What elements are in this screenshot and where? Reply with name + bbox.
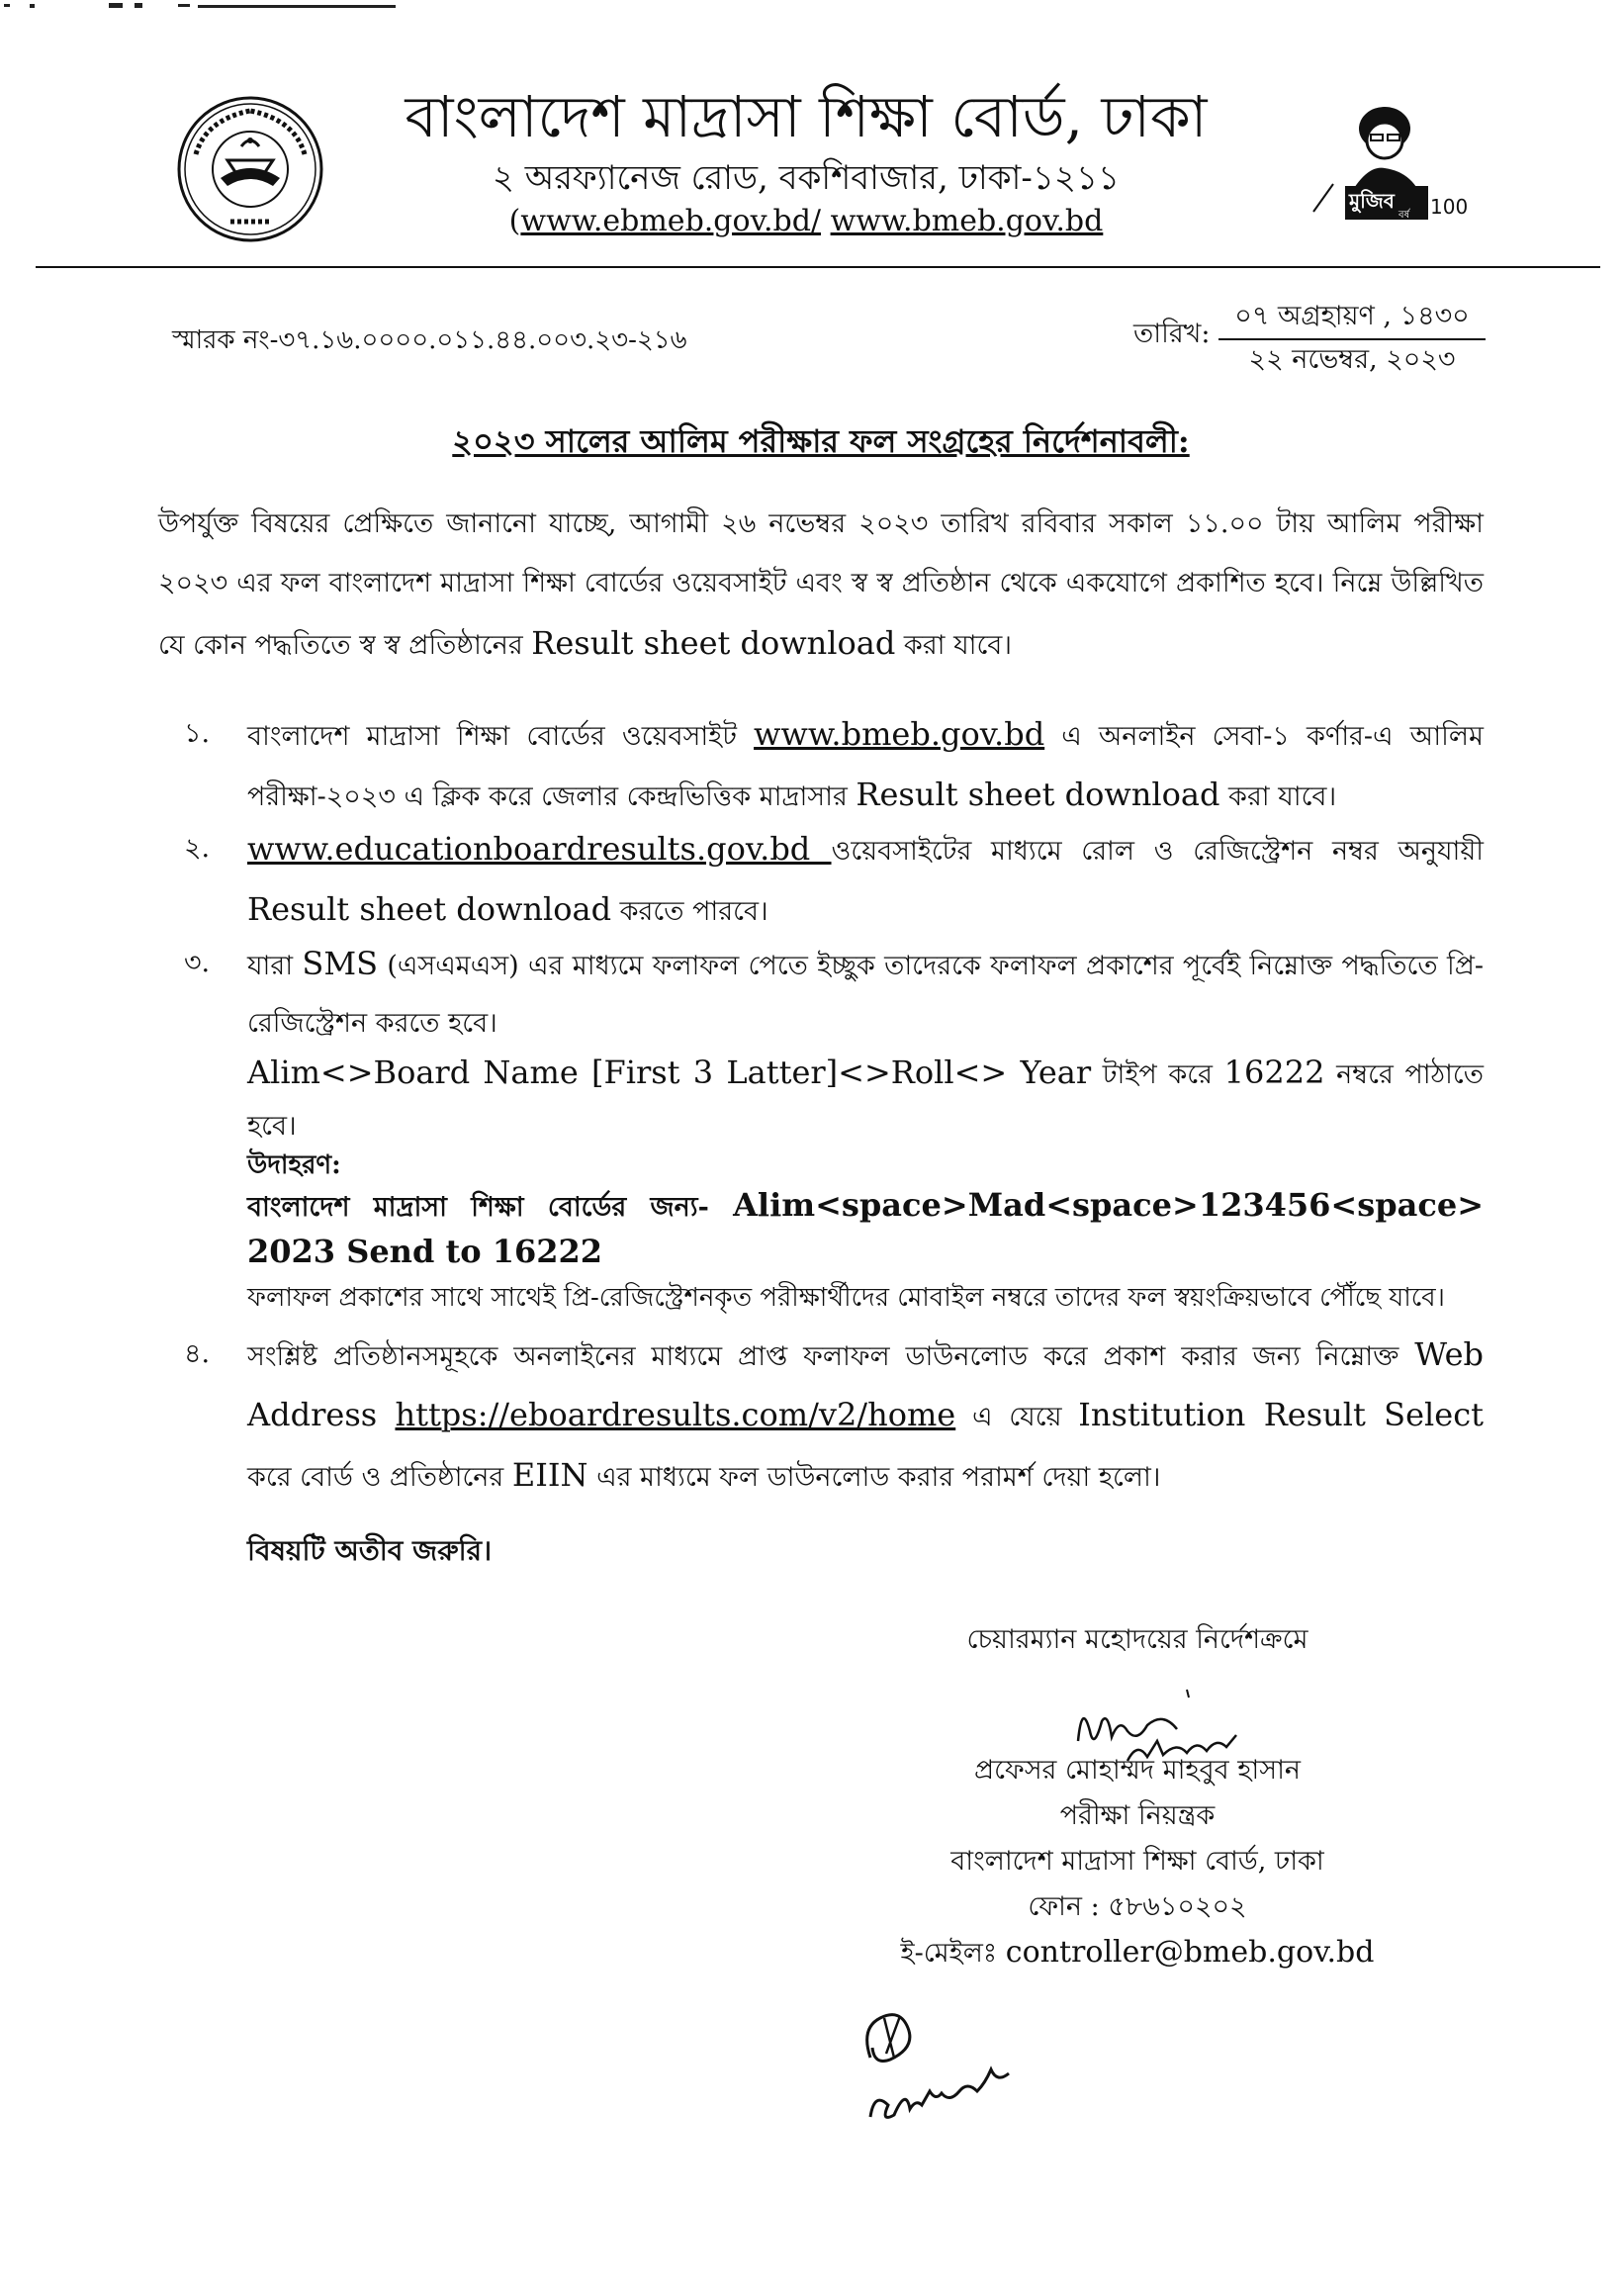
date-gregorian: ২২ নভেম্বর, ২০২৩ [1248, 344, 1456, 375]
signatory-email-line [851, 1931, 1424, 1975]
item-1-number: ১. [184, 718, 211, 749]
mujib-borsho-logo [1306, 95, 1484, 224]
item-4-web-address: Web Address [247, 1335, 1484, 1433]
subject-heading: ২০২৩ সালের আলিম পরীক্ষার ফল সংগ্রহের নির্দেশনাবলী: [452, 422, 1190, 460]
logo-100-text: 100 [1430, 195, 1469, 219]
item-4-number: ৪. [184, 1338, 211, 1369]
memo-number: স্মারক নং-৩৭.১৬.০০০০.০১১.৪৪.০০৩.২৩-২১৬ [172, 325, 687, 355]
item-4-part-a: সংশ্লিষ্ট প্রতিষ্ঠানসমূহকে অনলাইনের মাধ্যমে প্রাপ্ত ফলাফল ডাউনলোড করে প্রকাশ করার জন্য নিম্নোক্ত [247, 1341, 1415, 1372]
item-3-number: ৩. [184, 948, 211, 978]
web-prefix: ( [508, 204, 521, 238]
item-4-eiin: EIIN [511, 1456, 588, 1494]
example-sms-text: Alim<space>Mad<space>123456<space> 2023 Send to 16222 [247, 1186, 1484, 1270]
eboardresults-link[interactable]: https://eboardresults.com/v2/home [395, 1396, 956, 1433]
example-label: বাংলাদেশ মাদ্রাসা শিক্ষা বোর্ডের জন্য- [247, 1192, 734, 1223]
item-4-part-b: এ যেয়ে [955, 1402, 1079, 1432]
item-1-part-a: বাংলাদেশ মাদ্রাসা শিক্ষা বোর্ডের ওয়েবসাইট [247, 721, 755, 752]
item-2-result-sheet: Result sheet download [247, 890, 612, 928]
logo-borsho-text: বর্ষ [1398, 210, 1410, 221]
item-1-text [247, 705, 1484, 826]
item-1-part-c: করা যাবে। [1219, 781, 1337, 812]
sms-result-note: ফলাফল প্রকাশের সাথে সাথেই প্রি-রেজিস্ট্রেশনকৃত পরীক্ষার্থীদের মোবাইল নম্বরে তাদের ফল স্বয়ংক্রিয়ভাবে পৌঁছে যাবে। [247, 1283, 1445, 1313]
website-link-ebmeb[interactable]: www.ebmeb.gov.bd/ [520, 204, 822, 238]
urgent-note: বিষয়টি অতীব জরুরি। [247, 1534, 493, 1567]
item-3-part-b: (এসএমএস) এর মাধ্যমে ফলাফল পেতে ইচ্ছুক তাদেরকে ফলাফল প্রকাশের পূর্বেই নিম্নোক্ত পদ্ধতিতে প্রি-রেজিস্ট্রেশন করতে হবে। [247, 951, 1484, 1039]
item-4-text [247, 1326, 1484, 1507]
sms-format-type: টাইপ করে [1091, 1059, 1224, 1090]
intro-text: উপর্যুক্ত বিষয়ের প্রেক্ষিতে জানানো যাচ্ছে, আগামী ২৬ নভেম্বর ২০২৩ তারিখ রবিবার সকাল ১১.০০ টায় আলিম পরীক্ষা ২০২৩ এর ফল বাংলাদেশ মাদ্রাসা শিক্ষা বোর্ডের ওয়েবসাইট এবং স্ব স্ব প্রতিষ্ঠান থেকে একযোগে প্রকাশিত হবে। নিম্নে উল্লিখিত যে কোন পদ্ধতিতে স্ব স্ব প্রতিষ্ঠানের [158, 508, 1484, 661]
item-1-result-sheet: Result sheet download [856, 776, 1220, 813]
board-websites [326, 202, 1286, 241]
header-divider [36, 266, 1600, 268]
bmeb-website-link[interactable]: www.bmeb.gov.bd [754, 715, 1045, 753]
example-heading: উদাহরণ: [247, 1150, 341, 1180]
sms-number: 16222 [1223, 1054, 1325, 1091]
board-seal-logo [176, 95, 324, 243]
signatory-name: প্রফেসর মোহাম্মদ মাহবুব হাসান [973, 1755, 1302, 1786]
intro-paragraph [158, 495, 1484, 676]
board-name: বাংলাদেশ মাদ্রাসা শিক্ষা বোর্ড, ঢাকা [405, 83, 1208, 150]
logo-mujib-text: মুজিব [1349, 189, 1395, 213]
board-address: ২ অরফ্যানেজ রোড, বকশিবাজার, ঢাকা-১২১১ [492, 158, 1121, 198]
item-4-part-c: করে বোর্ড ও প্রতিষ্ঠানের [247, 1462, 512, 1493]
item-3-part-a: যারা [247, 951, 303, 981]
educationboard-results-link[interactable]: www.educationboardresults.gov.bd [247, 830, 832, 868]
item-3-sms: SMS [302, 945, 379, 982]
date-bangla-calendar: ০৭ অগ্রহায়ণ , ১৪৩০ [1234, 301, 1470, 331]
item-2-number: ২. [184, 833, 211, 864]
by-order-of-chairman: চেয়ারম্যান মহোদয়ের নির্দেশক্রমে [966, 1624, 1308, 1655]
item-4-institution-result: Institution Result Select [1078, 1396, 1484, 1433]
item-2-part-b: করতে পারবে। [611, 896, 768, 927]
website-link-bmeb[interactable]: www.bmeb.gov.bd [830, 204, 1104, 238]
signatory-phone: ফোন : ৫৮৬১০২০২ [1028, 1891, 1247, 1922]
signatory-designation: পরীক্ষা নিয়ন্ত্রক [1059, 1800, 1216, 1831]
scan-marks [0, 0, 396, 14]
intro-result-sheet: Result sheet download [531, 624, 896, 662]
sms-format: Alim<>Board Name [First 3 Latter]<>Roll<> Year [247, 1054, 1092, 1091]
intro-tail: করা যাবে। [895, 630, 1012, 661]
sms-format-line [247, 1047, 1484, 1152]
example-sms [247, 1183, 1484, 1273]
item-1-part-b: এ অনলাইন সেবা-১ কর্ণার-এ আলিম পরীক্ষা-২০২৩ এ ক্লিক করে জেলার কেন্দ্রভিত্তিক মাদ্রাসার [247, 721, 1484, 812]
item-3-text [247, 935, 1484, 1053]
item-2-part-a: ওয়েবসাইটের মাধ্যমে রোল ও রেজিস্ট্রেশন নম্বর অনুযায়ী [831, 836, 1484, 867]
item-4-part-d: এর মাধ্যমে ফল ডাউনলোড করার পরামর্শ দেয়া হলো। [587, 1462, 1161, 1493]
signatory-office: বাংলাদেশ মাদ্রাসা শিক্ষা বোর্ড, ঢাকা [950, 1846, 1324, 1877]
signatory-email[interactable]: controller@bmeb.gov.bd [1005, 1935, 1375, 1970]
item-2-text [247, 820, 1484, 941]
date-label: তারিখ: [1133, 319, 1211, 349]
email-label: ই-মেইলঃ [900, 1938, 1006, 1969]
sms-format-tail: নম্বরে পাঠাতে হবে। [247, 1059, 1484, 1142]
handwritten-initials [851, 1988, 1048, 2137]
